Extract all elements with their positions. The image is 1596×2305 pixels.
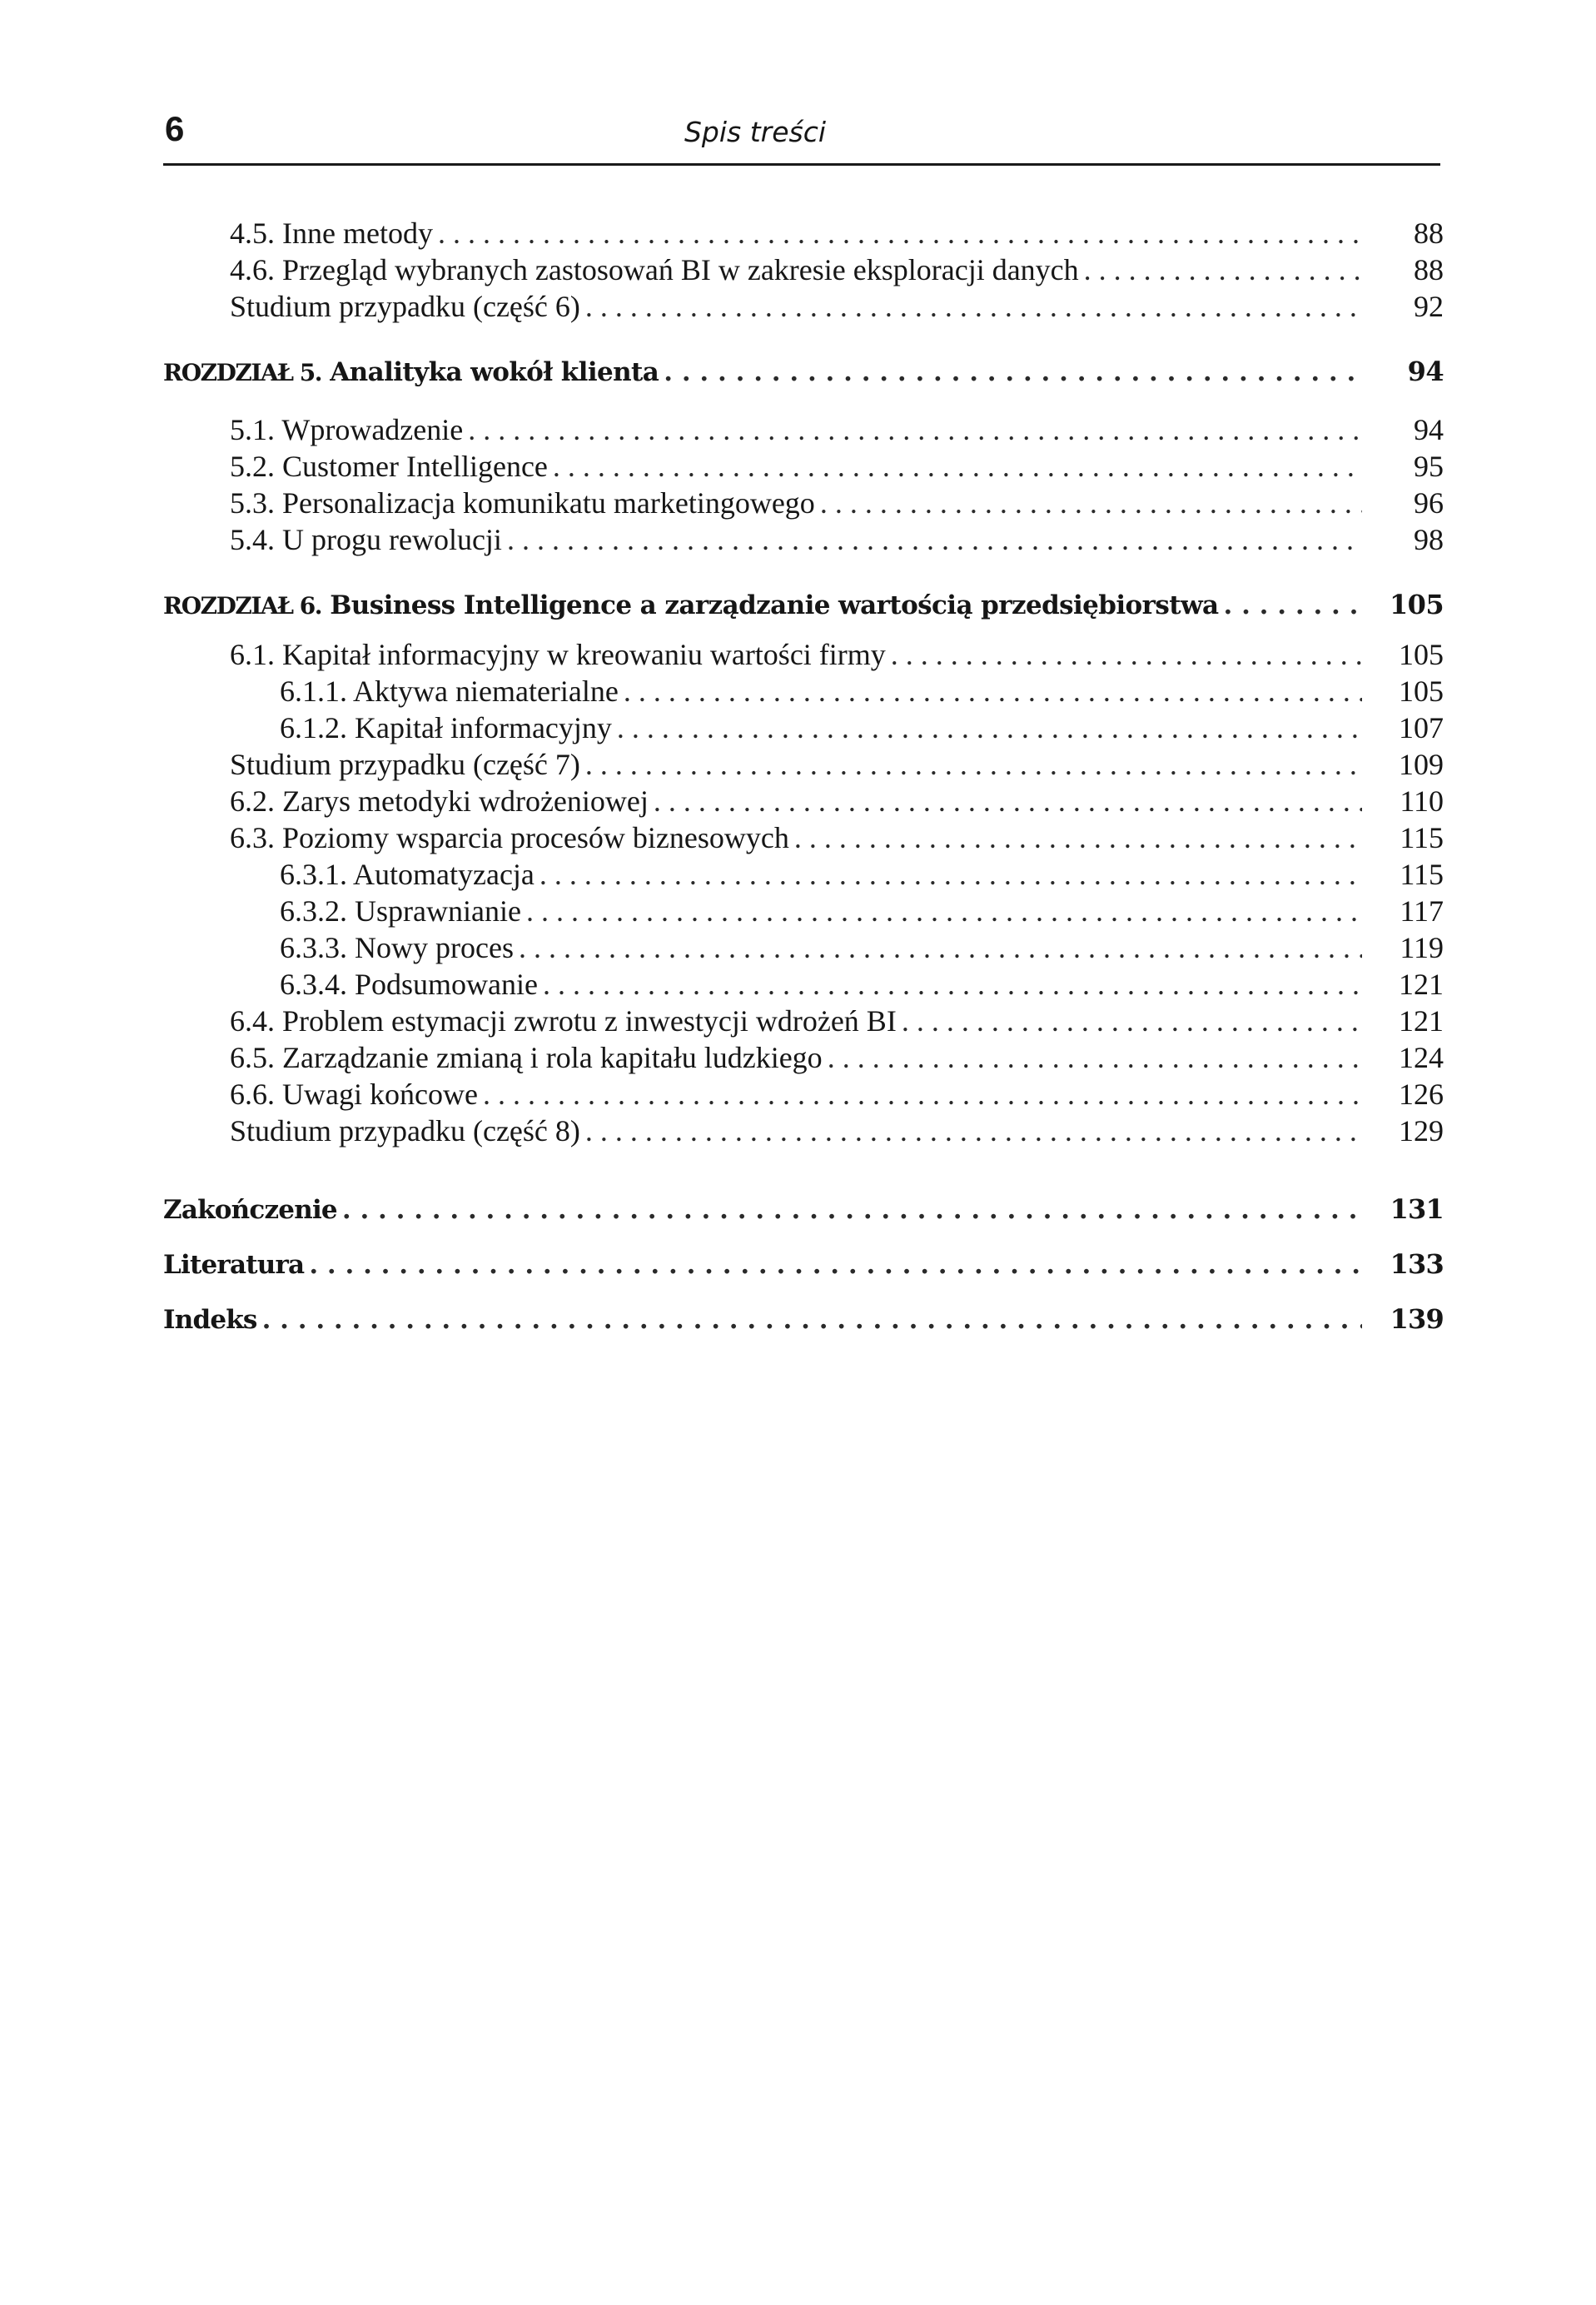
toc-entry — [163, 520, 1444, 560]
toc-entry-title: Literatura — [163, 1250, 305, 1280]
toc-entry-title: 6.3.2. Usprawnianie — [280, 894, 521, 928]
toc-entry-title: Studium przypadku (część 6) — [230, 290, 580, 323]
toc-entry-title: Zakończenie — [163, 1195, 337, 1225]
dot-leader — [309, 1245, 1362, 1285]
toc-entry — [163, 671, 1444, 711]
toc-entry-title: Studium przypadku (część 8) — [230, 1114, 580, 1148]
toc-entry-title: Studium przypadku (część 7) — [230, 748, 580, 781]
dot-leader — [483, 1074, 1362, 1114]
toc-entry-page: 92 — [1414, 290, 1444, 323]
toc-entry-page: 105 — [1399, 675, 1444, 708]
toc-entry-page: 109 — [1399, 748, 1444, 781]
toc-entry — [163, 964, 1444, 1004]
toc-entry-page: 94 — [1407, 356, 1444, 387]
toc-entry-page: 124 — [1399, 1041, 1444, 1074]
toc-entry-page: 107 — [1399, 711, 1444, 744]
dot-leader — [507, 520, 1362, 560]
dot-leader — [1224, 585, 1362, 625]
dot-leader — [262, 1300, 1362, 1340]
toc-entry-page: 96 — [1414, 486, 1444, 520]
toc-entry-page: 139 — [1390, 1303, 1444, 1335]
dot-leader — [468, 410, 1362, 450]
page-header — [163, 98, 1440, 166]
dot-leader — [585, 744, 1362, 784]
toc-entry — [163, 446, 1444, 486]
toc-entry-title: 6.1.1. Aktywa niematerialne — [280, 675, 619, 708]
dot-leader — [664, 352, 1362, 392]
toc-entry-title: 6.3.4. Podsumowanie — [280, 968, 538, 1001]
dot-leader — [526, 891, 1362, 931]
toc-entry-page: 133 — [1390, 1248, 1444, 1280]
dot-leader — [624, 671, 1362, 711]
dot-leader — [553, 446, 1362, 486]
toc-entry-page: 94 — [1414, 413, 1444, 446]
toc-section-entry — [163, 1244, 1444, 1284]
dot-leader — [342, 1190, 1362, 1230]
toc-entry — [163, 891, 1444, 931]
toc-entry-page: 98 — [1414, 523, 1444, 556]
toc-entry-title: 5.3. Personalizacja komunikatu marketingowego — [230, 486, 815, 520]
toc-entry-page: 121 — [1399, 1004, 1444, 1038]
dot-leader — [1084, 250, 1362, 290]
toc-entry-title: 6.6. Uwagi końcowe — [230, 1078, 478, 1111]
toc-entry — [163, 410, 1444, 450]
chapter-name: Business Intelligence a zarządzanie wartością przedsiębiorstwa — [330, 590, 1219, 620]
dot-leader — [539, 854, 1362, 894]
toc-entry — [163, 1038, 1444, 1078]
toc-entry-page: 121 — [1399, 968, 1444, 1001]
toc-section-entry — [163, 1189, 1444, 1229]
toc-entry — [163, 1111, 1444, 1151]
toc-entry-title: 4.5. Inne metody — [230, 217, 433, 250]
toc-chapter-entry — [163, 585, 1444, 625]
dot-leader — [585, 1111, 1362, 1151]
toc-entry-page: 95 — [1414, 450, 1444, 483]
dot-leader — [543, 964, 1362, 1004]
toc-entry-page: 88 — [1414, 253, 1444, 286]
toc-entry — [163, 213, 1444, 253]
toc-entry — [163, 744, 1444, 784]
toc-entry — [163, 250, 1444, 290]
page-number: 6 — [165, 109, 185, 148]
chapter-label: ROZDZIAŁ 5. — [163, 359, 321, 386]
toc-entry-title: 6.5. Zarządzanie zmianą i rola kapitału ludzkiego — [230, 1041, 823, 1074]
toc-entry-page: 126 — [1399, 1078, 1444, 1111]
toc-entry-page: 131 — [1390, 1193, 1444, 1225]
toc-entry-page: 105 — [1390, 589, 1444, 620]
toc-entry-title: 4.6. Przegląd wybranych zastosowań BI w zakresie eksploracji danych — [230, 253, 1079, 286]
dot-leader — [794, 818, 1362, 858]
toc-section-entry — [163, 1299, 1444, 1339]
toc-entry — [163, 286, 1444, 326]
toc-chapter-entry — [163, 351, 1444, 391]
toc-entry-page: 88 — [1414, 217, 1444, 250]
toc-entry — [163, 635, 1444, 675]
toc-entry — [163, 708, 1444, 748]
toc-entry-title: 6.4. Problem estymacji zwrotu z inwestycji wdrożeń BI — [230, 1004, 897, 1038]
toc-entry-title: 5.1. Wprowadzenie — [230, 413, 464, 446]
toc-entry-page: 105 — [1399, 638, 1444, 671]
toc-entry-page: 119 — [1400, 931, 1444, 964]
toc-entry-title: Indeks — [163, 1305, 257, 1335]
toc-entry — [163, 1001, 1444, 1041]
toc-entry-title: 6.1. Kapitał informacyjny w kreowaniu wartości firmy — [230, 638, 886, 671]
dot-leader — [519, 928, 1362, 968]
dot-leader — [902, 1001, 1362, 1041]
dot-leader — [891, 635, 1362, 675]
toc-entry-title: 6.3. Poziomy wsparcia procesów biznesowych — [230, 821, 789, 854]
dot-leader — [828, 1038, 1362, 1078]
toc-chapter-title — [163, 585, 1219, 626]
toc-entry-title: 5.4. U progu rewolucji — [230, 523, 502, 556]
dot-leader — [820, 483, 1362, 523]
toc-entry-page: 115 — [1400, 821, 1444, 854]
toc-entry — [163, 928, 1444, 968]
chapter-name: Analityka wokół klienta — [330, 357, 659, 387]
toc-entry-page: 110 — [1400, 784, 1444, 818]
toc-entry — [163, 818, 1444, 858]
running-head: Spis treści — [684, 116, 827, 148]
toc-entry — [163, 1074, 1444, 1114]
toc-entry-title: 5.2. Customer Intelligence — [230, 450, 548, 483]
toc-chapter-title — [163, 352, 659, 393]
dot-leader — [654, 781, 1362, 821]
dot-leader — [617, 708, 1362, 748]
dot-leader — [438, 213, 1362, 253]
toc-entry-title: 6.3.1. Automatyzacja — [280, 858, 534, 891]
toc-entry-title: 6.3.3. Nowy proces — [280, 931, 514, 964]
toc-entry-page: 117 — [1400, 894, 1444, 928]
toc-entry — [163, 781, 1444, 821]
chapter-label: ROZDZIAŁ 6. — [163, 592, 321, 620]
dot-leader — [585, 286, 1362, 326]
toc-entry-title: 6.1.2. Kapitał informacyjny — [280, 711, 612, 744]
toc-entry-page: 115 — [1400, 858, 1444, 891]
toc-entry — [163, 483, 1444, 523]
toc-entry-title: 6.2. Zarys metodyki wdrożeniowej — [230, 784, 649, 818]
toc-entry-page: 129 — [1399, 1114, 1444, 1148]
toc-entry — [163, 854, 1444, 894]
